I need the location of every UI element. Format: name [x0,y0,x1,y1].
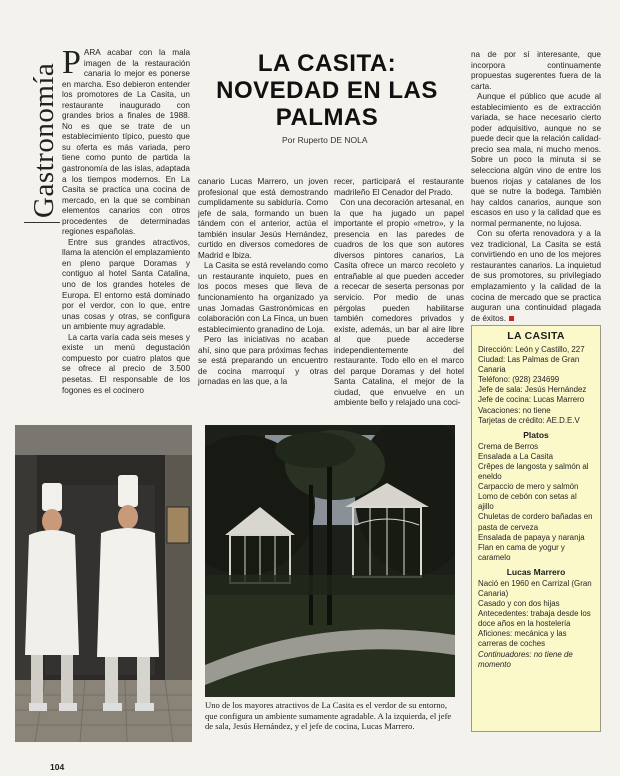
infobox-detail: Teléfono: (928) 234699 [478,375,560,385]
plato-item: Lomo de cebón con setas al ajillo [478,492,577,512]
infobox-detail: Ciudad: Las Palmas de Gran Canaria [478,355,580,375]
plato-item: Crêpes de langosta y salmón al eneldo [478,461,589,482]
chef-detail: Casado y con dos hijas [478,599,560,609]
article-column-4 [471,50,601,324]
article-column-2 [198,177,328,388]
article-column-1 [62,44,190,396]
plato-item: Ensalada de papaya y naranja [478,532,585,542]
chefs-illustration [15,425,192,742]
infobox-detail: Jefe de cocina: Lucas Marrero [478,395,585,405]
article-column-3 [334,177,464,409]
byline: Por Ruperto DE NOLA [282,135,368,145]
col3-para-1: recer, participará el restaurante madrileño El Cenador del Prado. [334,177,464,197]
col2-para-3: Pero las iniciativas no acaban ahí, sino que para próximas fechas se está preparando un encuentro de cocina marroquí y otras jornadas en las que, a la [198,335,328,387]
photo-chefs [15,425,192,742]
plato-item: Chuletas de cordero bañadas en pasta de cerveza [478,512,593,532]
plato-item: Carpaccio de mero y salmón [478,482,579,492]
platos-heading: Platos [523,429,549,440]
chef-detail: Continuadores: no tiene de momento [478,649,573,669]
photo-caption: Uno de los mayores atractivos de La Casita es el verdor de su entorno, que configura un ambiente sumamente agradable. A la izquierda, el jefe de sala, Jesús Hernández, y el jefe de cocina, Lucas Marrero. [205,700,452,732]
chef-detail: Antecedentes: trabaja desde los doce años en la hostelería [478,609,591,629]
photo-garden [205,425,455,697]
end-mark-icon [509,316,514,321]
col4-para-2: Aunque el público que acude al establecimiento es de extracción variada, se hace necesario cierto poder adquisitivo, aunque no se puede decir que la relación calidad-precio sea mala, ni mucho menos. Sobre un poco la minuta si se selecciona algún vino de entre los buenos riojas y catalanes de los que se nutre la bodega. También hay caldos canarios, aunque son escasos en uso y la calidad que es normal permanente, no lujosa. [471,92,601,228]
drop-cap: P [62,44,81,81]
section-label: Gastronomía [28,62,60,218]
col4-para-3: Con su oferta renovadora y a la vez tradicional, La Casita se está convirtiendo en uno de los mejores restaurantes canarios. La inquietud de sus promotores, su privilegiado emplazamiento y la calidad de la cocina de mercado que se practica auguran una continuidad plagada de éxitos. [471,229,601,323]
page-number: 104 [50,762,65,772]
infobox-title: LA CASITA [507,330,565,342]
col1-para-2: Entre sus grandes atractivos, llama la atención el emplazamiento en pleno parque Doramas y contiguo al hotel Santa Catalina, uno de los grandes hoteles de Europa. El entorno está dominado por el verdor, con lo que, entre unas cosas y otras, se configura un ambiente muy agradable. [62,237,190,332]
infobox-detail: Jefe de sala: Jesús Hernández [478,385,587,395]
restaurant-infobox [471,325,601,732]
infobox-detail: Tarjetas de crédito: AE.D.E.V [478,415,580,425]
chef-heading: Lucas Marrero [506,566,566,577]
chef-detail: Nació en 1960 en Carrizal (Gran Canaria) [478,578,592,598]
infobox-detail: Vacaciones: no tiene [478,405,551,415]
col2-para-2: La Casita se está revelando como un restaurante inquieto, pues en los pocos meses que lleva de funcionamiento ha organizado ya unas Jornadas Gastronómicas en colaboración con La Finca, un buen establecimiento granadino de Loja. [198,261,328,334]
chef-detail: Aficiones: mecánica y las carreras de coches [478,629,567,649]
garden-illustration [205,425,455,697]
plato-item: Ensalada a La Casita [478,451,554,461]
infobox-detail: Dirección: León y Castillo, 227 [478,345,585,354]
plato-item: Flan en cama de yogur y caramelo [478,542,565,562]
col1-para-3: La carta varía cada seis meses y existe un menú degustación compuesto por cuatro platos que se ofrece al precio de 3.500 pesetas. El responsable de los fogones es el cocinero [62,332,190,395]
col2-para-1: canario Lucas Marrero, un joven profesional que está demostrando cumplidamente su sabiduría. Como jefe de sala, formando un buen tándem con el anterior, actúa el también insular Jesús Hernández, curtido en diversos comedores de Madrid e Ibiza. [198,177,328,260]
col4-para-1: na de por sí interesante, que incorpora continuamente propuestas sugerentes fuera de la carta. [471,50,601,91]
col1-para-1: ARA acabar con la mala imagen de la restauración canaria lo mejor es ponerse en marcha. Eso debieron entender los promotores de La Casita, un restaurante inaugurado con grandes brios a finales de 1988. No es que se trate de un establecimiento típico, puesto que su oferta es más variada, pero tiene como punto de partida la gastronomía de las islas, adaptada a los tiempos modernos. En La Casita se practica una cocina de mercado, en la que se combinan elementos canarios con otros procedentes de determinadas regiones españolas. [62,48,190,237]
plato-item: Crema de Berros [478,441,539,451]
col3-para-2: Con una decoración artesanal, en la que ha jugado un papel importante el propio «metro», y la presencia en las paredes de cuadros de los que son autores diversos pintores canarios, La Casita ofrece un marco recoleto y entrañable al que pueden acceder a rececar de seserta personas por servicio. Por medio de unas pérgolas pueden habilitarse también comedores privados y existe, además, un bar al aire libre al que puede accederse independientemente del restaurante. Todo ello en el marco del parque Doramas y del hotel Santa Catalina, el mejor de la ciudad, que envuelve en un ambiente bello y relajado una coci- [334,198,464,408]
article-title: LA CASITA: NOVEDAD EN LAS PALMAS [216,50,438,131]
section-rule [24,222,60,223]
